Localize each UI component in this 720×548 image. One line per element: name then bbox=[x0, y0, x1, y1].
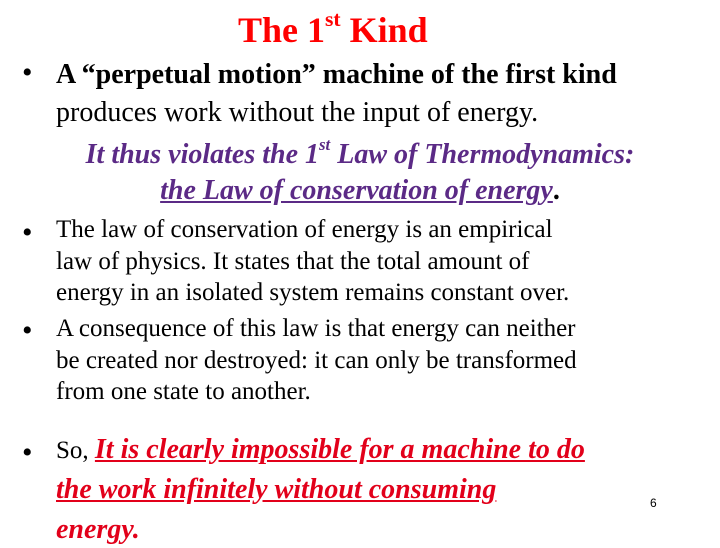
conclusion-line-3: energy. bbox=[56, 514, 140, 545]
bullet-icon: • bbox=[22, 216, 33, 249]
page-number: 6 bbox=[650, 496, 657, 510]
conclusion-line-2: the work infinitely without consuming bbox=[56, 474, 497, 505]
slide-title: The 1st Kind bbox=[238, 6, 428, 50]
bullet-icon: • bbox=[22, 314, 33, 347]
bullet-icon: • bbox=[22, 56, 33, 89]
bullet-conclusion: So, It is clearly impossible for a machine to do bbox=[56, 434, 585, 465]
bullet-perpetual-motion: A “perpetual motion” machine of the first kind produces work without the input of energy. bbox=[56, 59, 617, 128]
bullet-conservation-law: The law of conservation of energy is an empirical law of physics. It states that the total amount of energy in an isolated system remains constant over. bbox=[56, 216, 570, 306]
bullet-icon: • bbox=[22, 436, 33, 469]
law-statement: It thus violates the 1st Law of Thermodynamics: the Law of conservation of energy. bbox=[85, 135, 635, 206]
bullet-consequence: A consequence of this law is that energy can neither be created nor destroyed: it can only be transformed from one state to another. bbox=[56, 315, 577, 405]
